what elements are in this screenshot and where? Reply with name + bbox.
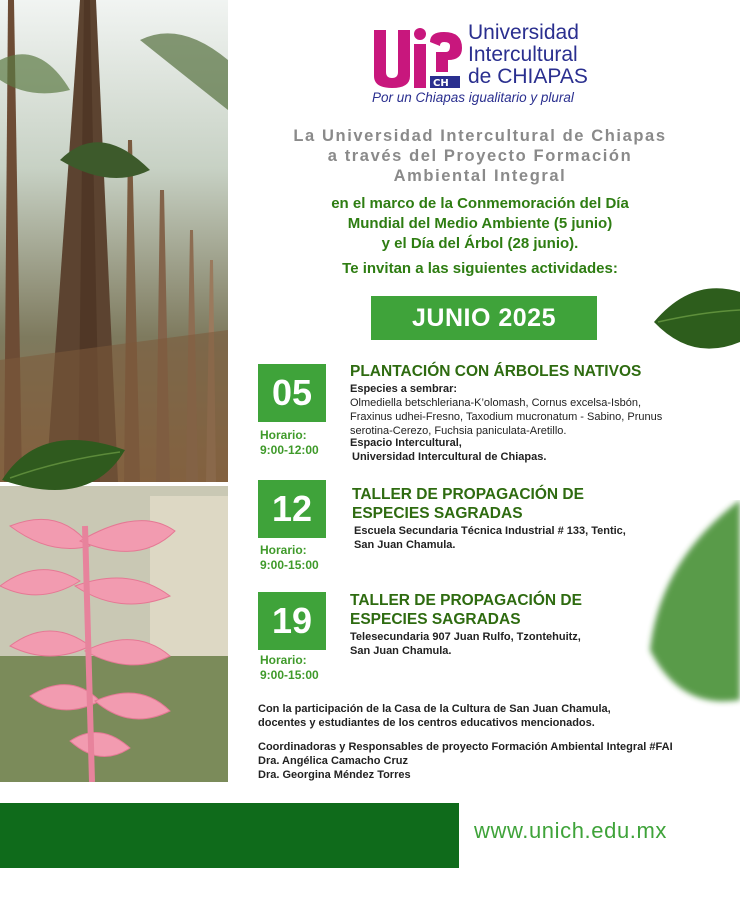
- unich-logo-mark-icon: [372, 26, 464, 90]
- coordinator-2: Dra. Georgina Méndez Torres: [258, 769, 411, 781]
- event-3-place-line-1: Telesecundaria 907 Juan Rulfo, Tzontehuitz,: [350, 631, 581, 643]
- event-1-species-line-2: Fraxinus udhei-Fresno, Taxodium mucronatum - Sabino, Prunus: [350, 411, 663, 423]
- leaf-decoration-right: [652, 282, 740, 354]
- event-1-species-line-3: serotina-Cerezo, Fuchsia paniculata-Aretillo.: [350, 425, 567, 437]
- occasion-line-2: Mundial del Medio Ambiente (5 junio): [347, 215, 613, 232]
- occasion-line-3: y el Día del Árbol (28 junio).: [381, 235, 579, 252]
- bromeliad-flower-illustration: [0, 486, 228, 782]
- event-1-horario: [260, 428, 319, 458]
- university-name: [468, 22, 588, 88]
- event-3-place: [350, 630, 581, 658]
- university-name-line-3: de CHIAPAS: [468, 65, 588, 88]
- event-1-details: [350, 382, 662, 438]
- university-name-line-1: Universidad: [468, 21, 579, 44]
- event-3-title-line-1: TALLER DE PROPAGACIÓN DE: [350, 592, 582, 609]
- event-3-horario-time: 9:00-15:00: [260, 668, 319, 682]
- intro-heading: [240, 126, 720, 186]
- coordinator-1: Dra. Angélica Camacho Cruz: [258, 755, 408, 767]
- event-2-place-line-1: Escuela Secundaria Técnica Industrial # 133, Tentic,: [354, 525, 626, 537]
- event-1-place-line-2: Universidad Intercultural de Chiapas.: [352, 451, 547, 463]
- coordinators-note: [258, 740, 673, 782]
- event-3-day: 19: [258, 592, 326, 650]
- event-1-title: PLANTACIÓN CON ÁRBOLES NATIVOS: [350, 363, 642, 380]
- event-1-horario-time: 9:00-12:00: [260, 443, 319, 457]
- svg-text:CH: CH: [433, 78, 449, 89]
- event-3-horario-label: Horario:: [260, 653, 307, 667]
- event-3-horario: [260, 653, 319, 683]
- blurred-leaf-decoration: [640, 500, 740, 710]
- university-name-line-2: Intercultural: [468, 43, 578, 66]
- leaf-decoration-left: [0, 430, 128, 512]
- event-1-place-line-1: Espacio Intercultural,: [350, 437, 462, 449]
- event-1-horario-label: Horario:: [260, 428, 307, 442]
- event-2-place: [354, 524, 626, 552]
- event-3-title-line-2: ESPECIES SAGRADAS: [350, 611, 521, 628]
- event-1-place: [350, 436, 546, 464]
- participation-line-1: Con la participación de la Casa de la Cultura de San Juan Chamula,: [258, 703, 611, 715]
- intro-line-1: La Universidad Intercultural de Chiapas: [293, 127, 667, 145]
- website-link[interactable]: www.unich.edu.mx: [474, 818, 668, 843]
- flower-photo: [0, 486, 228, 782]
- event-2-horario: [260, 543, 319, 573]
- event-2-title-line-2: ESPECIES SAGRADAS: [352, 505, 523, 522]
- event-1-day: 05: [258, 364, 326, 422]
- event-1-species-label: Especies a sembrar:: [350, 383, 458, 395]
- unich-logo: [372, 22, 612, 110]
- event-2-horario-time: 9:00-15:00: [260, 558, 319, 572]
- intro-line-2: a través del Proyecto Formación: [327, 147, 633, 165]
- occasion-line-1: en el marco de la Conmemoración del Día: [331, 195, 629, 212]
- forest-photo: [0, 0, 228, 482]
- event-3-place-line-2: San Juan Chamula.: [350, 645, 452, 657]
- intro-line-3: Ambiental Integral: [393, 167, 567, 185]
- invite-text: Te invitan a las siguientes actividades:: [342, 260, 618, 277]
- university-slogan: Por un Chiapas igualitario y plural: [372, 90, 574, 105]
- event-2-title-line-1: TALLER DE PROPAGACIÓN DE: [352, 486, 584, 503]
- event-2-horario-label: Horario:: [260, 543, 307, 557]
- forest-illustration: [0, 0, 228, 482]
- footer-green-bar: [0, 803, 459, 868]
- event-3-title: [350, 591, 582, 629]
- event-2-title: [352, 485, 584, 523]
- occasion-text: [250, 194, 710, 254]
- event-1-species-line-1: Olmediella betschleriana-K’olomash, Cornus excelsa-Isbón,: [350, 397, 642, 409]
- participation-note: [258, 702, 611, 730]
- month-banner: JUNIO 2025: [371, 296, 597, 340]
- event-2-day: 12: [258, 480, 326, 538]
- participation-line-2: docentes y estudiantes de los centros educativos mencionados.: [258, 717, 595, 729]
- event-2-place-line-2: San Juan Chamula.: [354, 539, 456, 551]
- coordinators-title: Coordinadoras y Responsables de proyecto Formación Ambiental Integral #FAI: [258, 741, 673, 753]
